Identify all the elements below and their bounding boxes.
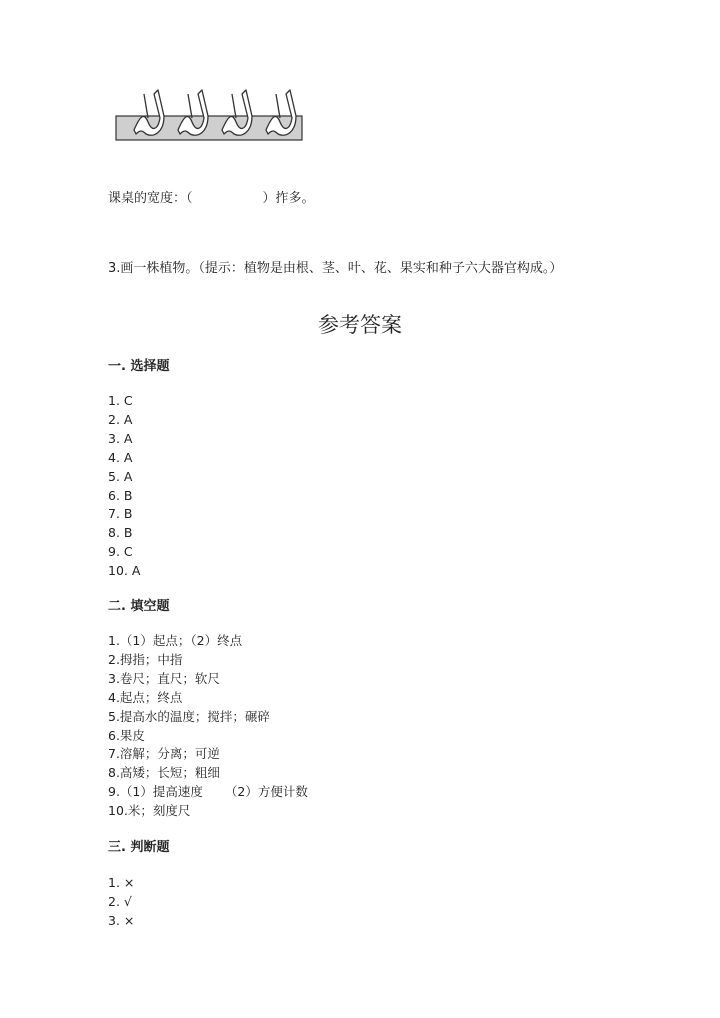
hand-span-icon xyxy=(134,90,164,135)
list-item: 5. A xyxy=(108,468,133,484)
judge-answer-list xyxy=(108,874,134,931)
list-item: 2.拇指；中指 xyxy=(108,651,183,667)
list-item: 2. √ xyxy=(108,893,132,909)
hand-span-icon xyxy=(222,90,252,135)
hand-span-icon xyxy=(178,90,208,135)
hand-span-measuring-desk-figure xyxy=(114,86,304,144)
list-item: 1.（1）起点；（2）终点 xyxy=(108,633,243,648)
desk-width-question xyxy=(108,189,315,208)
section-heading-fill: 二. 填空题 xyxy=(108,599,170,614)
list-item: 8.高矮；长短；粗细 xyxy=(108,765,220,781)
list-item: 7. B xyxy=(108,506,133,522)
desk-width-suffix: ）拃多。 xyxy=(262,191,315,206)
list-item: 3.卷尺；直尺；软尺 xyxy=(108,670,220,686)
list-item: 5.提高水的温度；搅拌；碾碎 xyxy=(108,708,270,724)
section-heading-choice: 一. 选择题 xyxy=(108,359,170,374)
desk-width-prefix: 课桌的宽度：（ xyxy=(108,191,193,206)
answers-title: 参考答案 xyxy=(318,313,402,337)
list-item: 8. B xyxy=(108,525,133,541)
list-item: 6.果皮 xyxy=(108,727,145,743)
list-item xyxy=(108,783,308,802)
fill-answer-list xyxy=(108,632,308,821)
list-item: 4.起点；终点 xyxy=(108,689,183,705)
list-item: 7.溶解；分离；可逆 xyxy=(108,746,220,762)
list-item: 3. A xyxy=(108,430,133,446)
list-item: 9. C xyxy=(108,544,133,560)
list-item: 10.米；刻度尺 xyxy=(108,803,191,819)
list-item: 3. × xyxy=(108,912,135,928)
list-item: 1. × xyxy=(108,875,135,890)
fill-item-9-part-2: （2）方便计数 xyxy=(224,784,308,800)
list-item: 1. C xyxy=(108,393,133,408)
list-item: 10. A xyxy=(108,563,141,579)
list-item: 6. B xyxy=(108,487,133,503)
list-item: 2. A xyxy=(108,411,133,427)
list-item: 4. A xyxy=(108,449,133,465)
choice-answer-list xyxy=(108,392,140,581)
question-3: 3.画一株植物。（提示：植物是由根、茎、叶、花、果实和种子六大器官构成。） xyxy=(108,261,563,276)
section-heading-judge: 三. 判断题 xyxy=(108,840,170,855)
hand-span-icon xyxy=(266,90,296,135)
fill-item-9-part-1: 9.（1）提高速度 xyxy=(108,784,203,800)
